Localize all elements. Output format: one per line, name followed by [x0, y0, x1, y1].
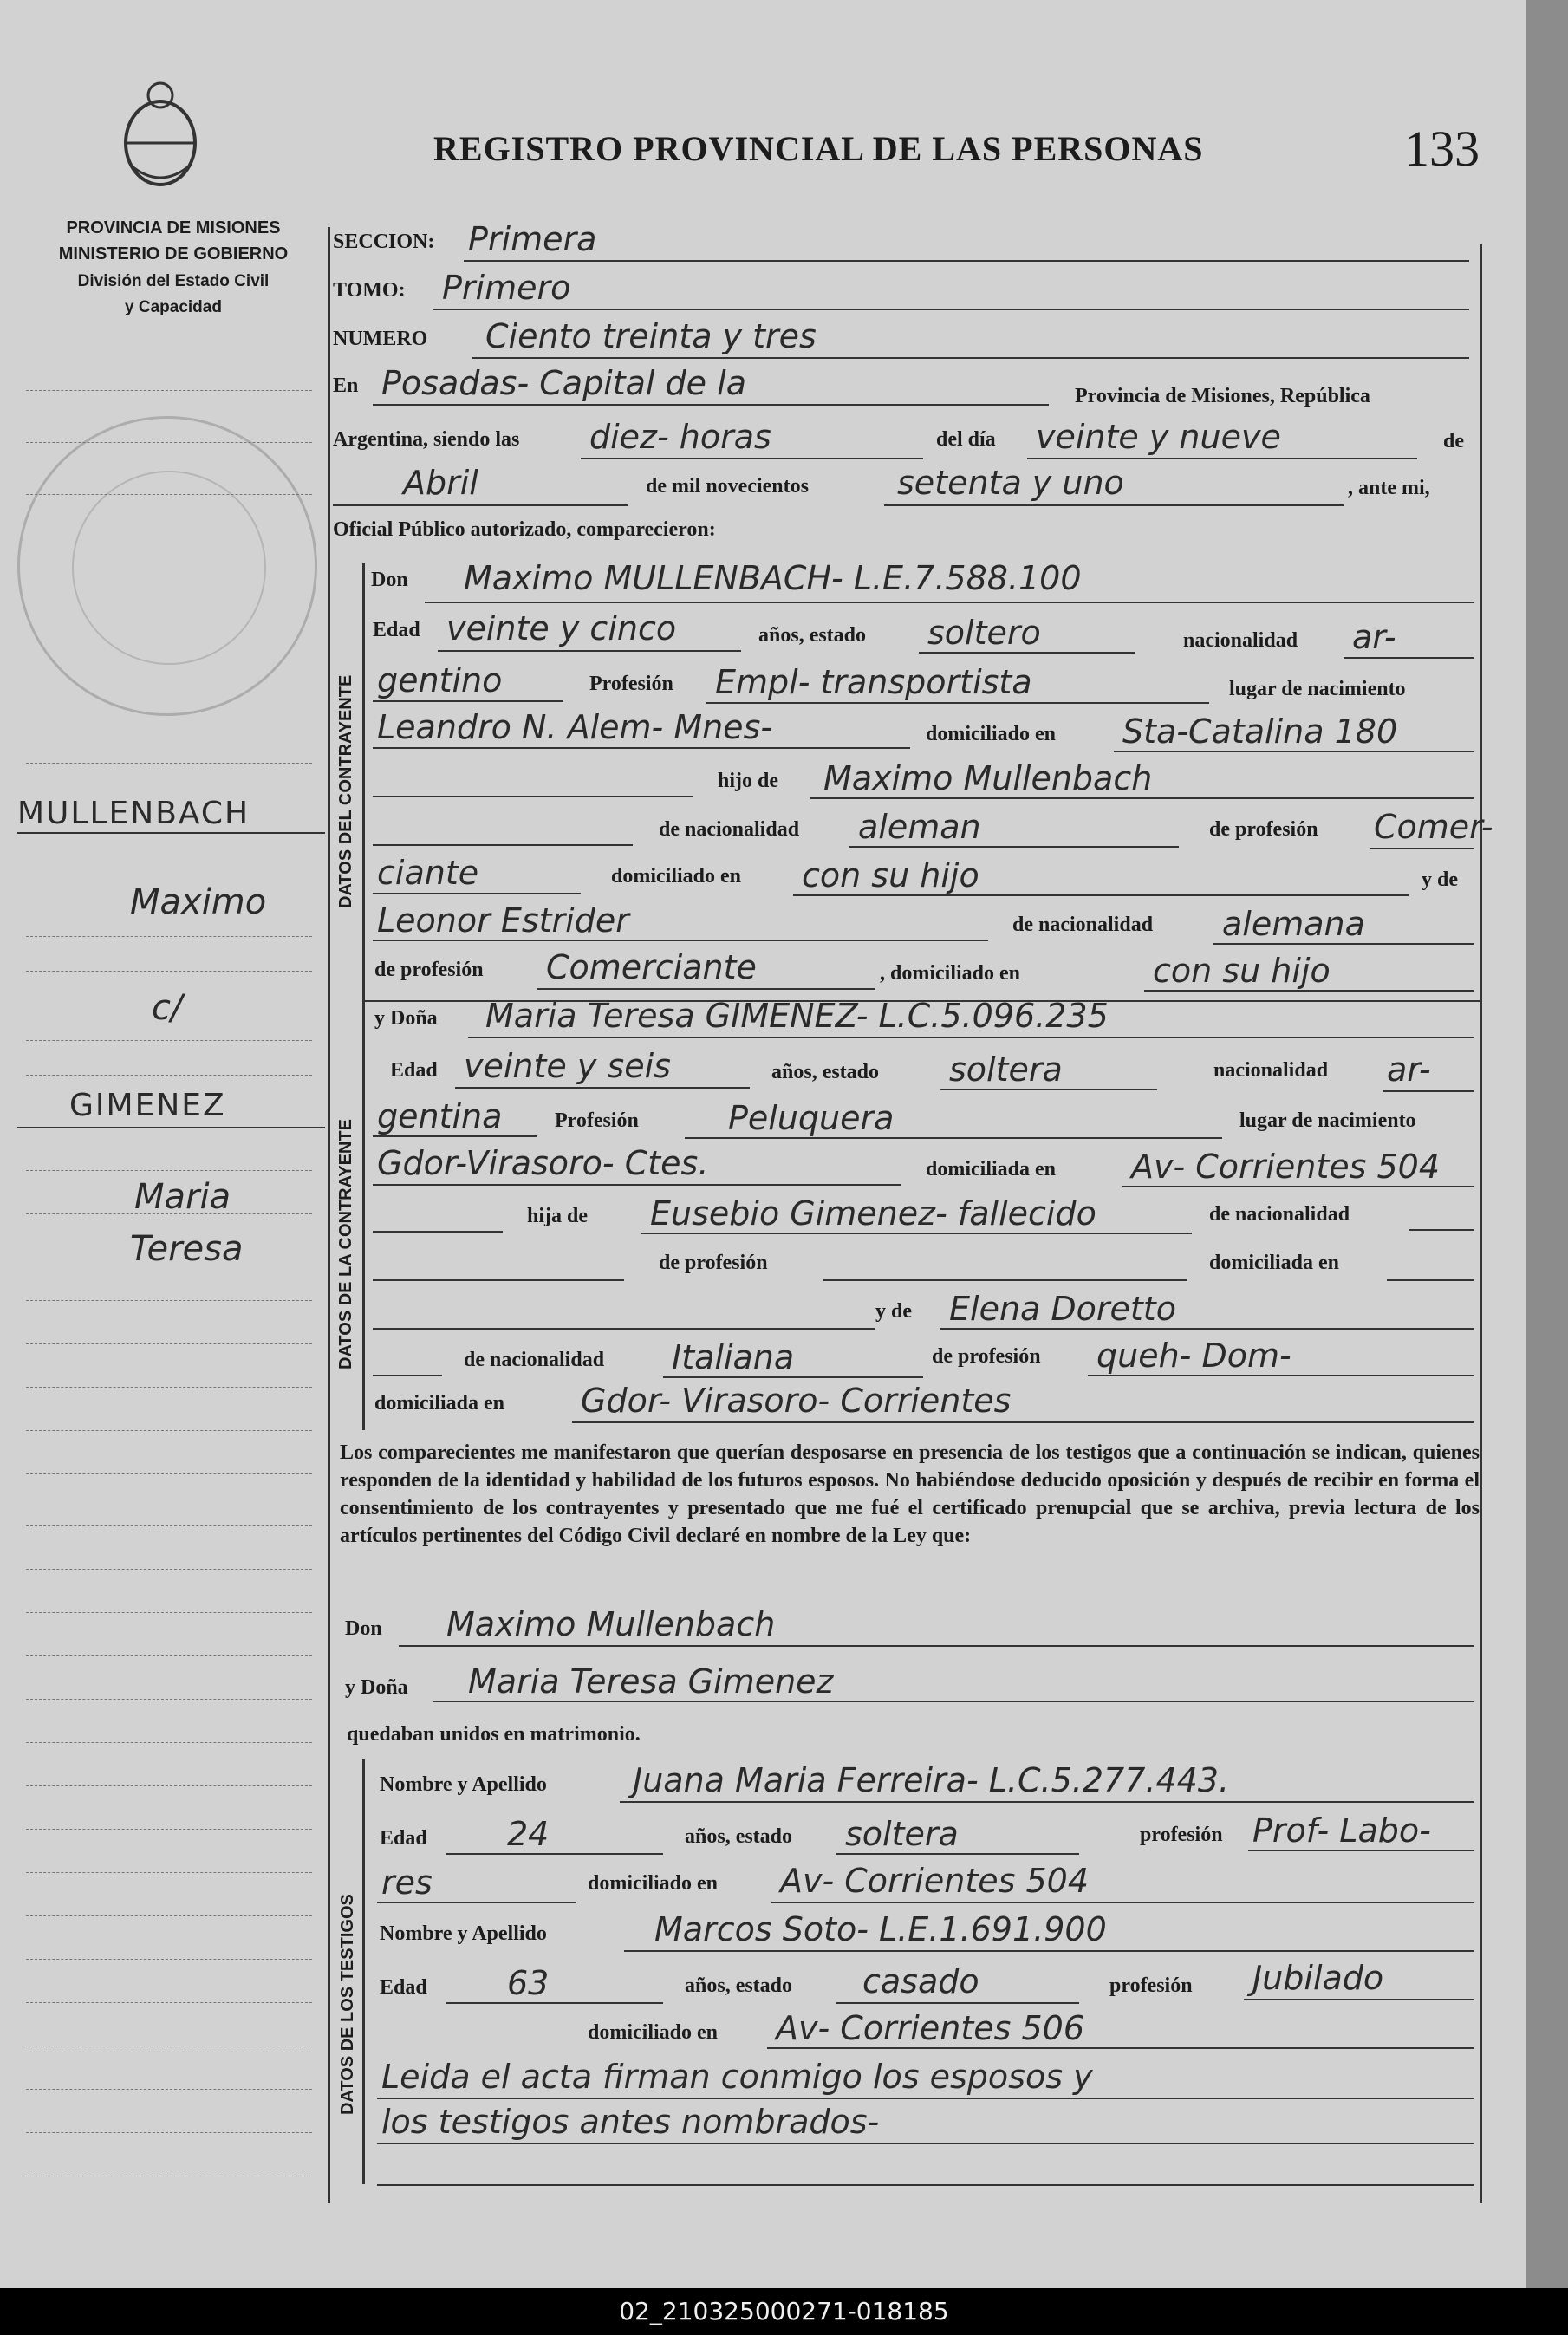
decl-don-label: Don [345, 1617, 382, 1640]
groom-mother-dom-label: , domiciliado en [880, 962, 1021, 985]
page-edge [1526, 0, 1568, 2288]
dia-value: veinte y nueve [1036, 418, 1281, 456]
provincia-text: Provincia de Misiones, República [1075, 385, 1370, 407]
groom-mother-prof: Comerciante [546, 948, 757, 986]
bride-father-nac-label: de nacionalidad [1209, 1203, 1350, 1226]
groom-lugar-nacimiento: Leandro N. Alem- Mnes- [377, 708, 773, 746]
coat-of-arms-icon [113, 69, 208, 191]
bride-father-dom-label: domiciliada en [1209, 1252, 1340, 1274]
bride-lugar-label: lugar de nacimiento [1239, 1109, 1416, 1132]
del-dia-label: del día [936, 428, 996, 451]
margin-conjunction: c/ [152, 988, 183, 1028]
groom-nacionalidad-1: ar- [1352, 618, 1396, 656]
w1-name: Juana Maria Ferreira- L.C.5.277.443. [633, 1761, 1230, 1799]
en-label: En [333, 374, 359, 397]
de-label: de [1443, 430, 1464, 452]
w2-domicilio: Av- Corrientes 506 [776, 2009, 1085, 2047]
w1-edad-label: Edad [380, 1827, 427, 1850]
numero-label: NUMERO [333, 328, 428, 350]
groom-edad: veinte y cinco [446, 609, 677, 647]
bride-profesion-label: Profesión [555, 1109, 639, 1132]
closing-line-2: los testigos antes nombrados- [381, 2103, 880, 2141]
bride-nacionalidad-label: nacionalidad [1213, 1059, 1329, 1082]
bride-name: Maria Teresa GIMENEZ- L.C.5.096.235 [485, 997, 1109, 1035]
groom-mother-nac-label: de nacionalidad [1012, 914, 1154, 936]
w1-anios-estado: años, estado [685, 1825, 793, 1848]
groom-father-nac: aleman [858, 808, 981, 846]
decl-dona: Maria Teresa Gimenez [468, 1662, 834, 1701]
bride-domiciliada-label: domiciliada en [926, 1158, 1057, 1181]
image-id-caption: 02_210325000271-018185 [619, 2297, 949, 2325]
don-label: Don [371, 569, 408, 591]
decl-dona-label: y Doña [345, 1676, 408, 1699]
groom-father-prof-label: de profesión [1209, 818, 1318, 841]
bride-nacionalidad-2: gentina [377, 1097, 503, 1135]
groom-profesion-label: Profesión [589, 673, 673, 695]
margin-given-2a: Maria [134, 1177, 231, 1217]
bride-domicilio: Av- Corrientes 504 [1131, 1148, 1441, 1186]
bride-father: Eusebio Gimenez- fallecido [650, 1194, 1096, 1233]
w1-nombre-label: Nombre y Apellido [380, 1773, 547, 1796]
oficial-text: Oficial Público autorizado, comparecieron: [333, 518, 716, 541]
org-division: División del Estado Civil [77, 272, 270, 290]
bride-father-prof-label: de profesión [659, 1252, 768, 1274]
bride-edad-label: Edad [390, 1059, 438, 1082]
bride-mother-dom-label: domiciliada en [374, 1392, 505, 1415]
w2-name: Marcos Soto- L.E.1.691.900 [654, 1910, 1107, 1948]
form-left-border [328, 227, 330, 2203]
tomo-label: TOMO: [333, 279, 406, 302]
bride-mother-nac: Italiana [672, 1338, 795, 1376]
argentina-text: Argentina, siendo las [333, 428, 520, 451]
bride-section-label: DATOS DE LA CONTRAYENTE [336, 1119, 355, 1369]
de-mil-label: de mil novecientos [646, 475, 809, 498]
w1-profesion-label: profesión [1140, 1824, 1223, 1846]
bride-estado: soltera [949, 1050, 1063, 1089]
seccion-label: SECCION: [333, 231, 435, 253]
w2-profesion-label: profesión [1109, 1974, 1193, 1997]
groom-mother-nac: alemana [1222, 905, 1365, 943]
org-division-2: y Capacidad [125, 298, 222, 316]
numero-value: Ciento treinta y tres [485, 317, 817, 355]
groom-father-dom-label: domiciliado en [611, 865, 742, 888]
w2-domiciliado-label: domiciliado en [588, 2021, 719, 2044]
hora-value: diez- horas [589, 418, 771, 456]
groom-father-prof-2: ciante [377, 854, 479, 892]
bride-edad: veinte y seis [464, 1047, 671, 1085]
bride-mother-prof-label: de profesión [932, 1345, 1041, 1368]
form-right-border [1480, 244, 1482, 2203]
bride-profesion: Peluquera [728, 1099, 895, 1137]
w2-estado: casado [862, 1962, 979, 2000]
w2-anios-estado: años, estado [685, 1974, 793, 1997]
groom-father-dom: con su hijo [802, 856, 979, 894]
page-title: REGISTRO PROVINCIAL DE LAS PERSONAS [433, 129, 1204, 168]
groom-mother-prof-label: de profesión [374, 959, 484, 981]
bride-anios-estado: años, estado [771, 1061, 880, 1083]
w1-profesion-1: Prof- Labo- [1252, 1811, 1431, 1850]
bride-mother-nac-label: de nacionalidad [464, 1349, 605, 1371]
w1-estado: soltera [845, 1815, 959, 1853]
mes-value: Abril [403, 464, 478, 502]
witnesses-section-label: DATOS DE LOS TESTIGOS [338, 1894, 357, 2115]
w2-profesion: Jubilado [1252, 1959, 1384, 1997]
groom-father: Maximo Mullenbach [823, 759, 1153, 797]
org-ministry: MINISTERIO DE GOBIERNO [58, 244, 289, 263]
anio-value: setenta y uno [897, 464, 1124, 502]
ante-mi-label: , ante mi, [1348, 477, 1430, 499]
dona-label: y Doña [374, 1007, 438, 1030]
w1-domiciliado-label: domiciliado en [588, 1872, 719, 1895]
margin-given-1: Maximo [130, 882, 267, 922]
groom-anios-estado: años, estado [758, 624, 867, 647]
bride-mother-dom: Gdor- Virasoro- Corrientes [581, 1382, 1012, 1420]
bride-nacionalidad-1: ar- [1387, 1050, 1431, 1089]
w1-profesion-2: res [381, 1863, 433, 1902]
official-stamp [17, 416, 317, 716]
groom-nacionalidad-2: gentino [377, 661, 503, 699]
bride-mother: Elena Doretto [949, 1290, 1176, 1328]
decl-unidos: quedaban unidos en matrimonio. [347, 1723, 641, 1746]
contrayentes-inner-border [362, 563, 365, 1430]
org-province: PROVINCIA DE MISIONES [66, 218, 281, 237]
decl-don: Maximo Mullenbach [446, 1605, 776, 1643]
groom-estado: soltero [927, 614, 1041, 652]
groom-domiciliado-label: domiciliado en [926, 723, 1057, 745]
groom-section-label: DATOS DEL CONTRAYENTE [336, 674, 355, 908]
testigos-inner-border [362, 1759, 365, 2184]
margin-surname-2: GIMENEZ [69, 1088, 226, 1123]
margin-surname-1: MULLENBACH [17, 796, 250, 831]
groom-domicilio: Sta-Catalina 180 [1122, 712, 1398, 751]
bride-lugar-nacimiento: Gdor-Virasoro- Ctes. [377, 1144, 709, 1182]
groom-nacionalidad-label: nacionalidad [1183, 629, 1298, 652]
lugar-value: Posadas- Capital de la [381, 364, 746, 402]
tomo-value: Primero [442, 269, 571, 307]
groom-y-de-label: y de [1422, 868, 1458, 891]
margin-given-2b: Teresa [130, 1229, 244, 1269]
groom-mother-dom: con su hijo [1153, 952, 1331, 990]
bride-mother-prof: queh- Dom- [1096, 1337, 1291, 1375]
w2-edad-label: Edad [380, 1976, 427, 1999]
declaration-text: Los comparecientes me manifestaron que querían desposarse en presencia de los testigos que a continuación se indican, quienes responden de la identidad y habilidad de los futuros esposos. No habiéndose deducido oposición y después de recibir en forma el consentimiento de los contrayentes y presentado que me fué el certificado prenupcial que se archiva, previa lectura de los artículos pertinentes del Código Civil declaré en nombre de la Ley que: [340, 1441, 1480, 1547]
groom-edad-label: Edad [373, 619, 420, 641]
w2-edad: 63 [507, 1964, 550, 2002]
groom-father-prof-1: Comer- [1374, 808, 1493, 846]
w1-edad: 24 [507, 1815, 550, 1853]
groom-mother: Leonor Estrider [377, 901, 629, 940]
closing-line-1: Leida el acta firman conmigo los esposos y [381, 2058, 1093, 2096]
seccion-value: Primera [468, 220, 597, 258]
groom-profesion: Empl- transportista [715, 663, 1032, 701]
bride-hija-label: hija de [527, 1205, 589, 1227]
groom-father-nac-label: de nacionalidad [659, 818, 800, 841]
groom-name: Maximo MULLENBACH- L.E.7.588.100 [464, 559, 1082, 597]
page-number: 133 [1404, 120, 1480, 177]
w2-nombre-label: Nombre y Apellido [380, 1922, 547, 1945]
groom-lugar-label: lugar de nacimiento [1229, 678, 1406, 700]
groom-hijo-label: hijo de [718, 770, 779, 792]
w1-domicilio: Av- Corrientes 504 [780, 1862, 1090, 1900]
bride-y-de-label: y de [875, 1300, 912, 1323]
